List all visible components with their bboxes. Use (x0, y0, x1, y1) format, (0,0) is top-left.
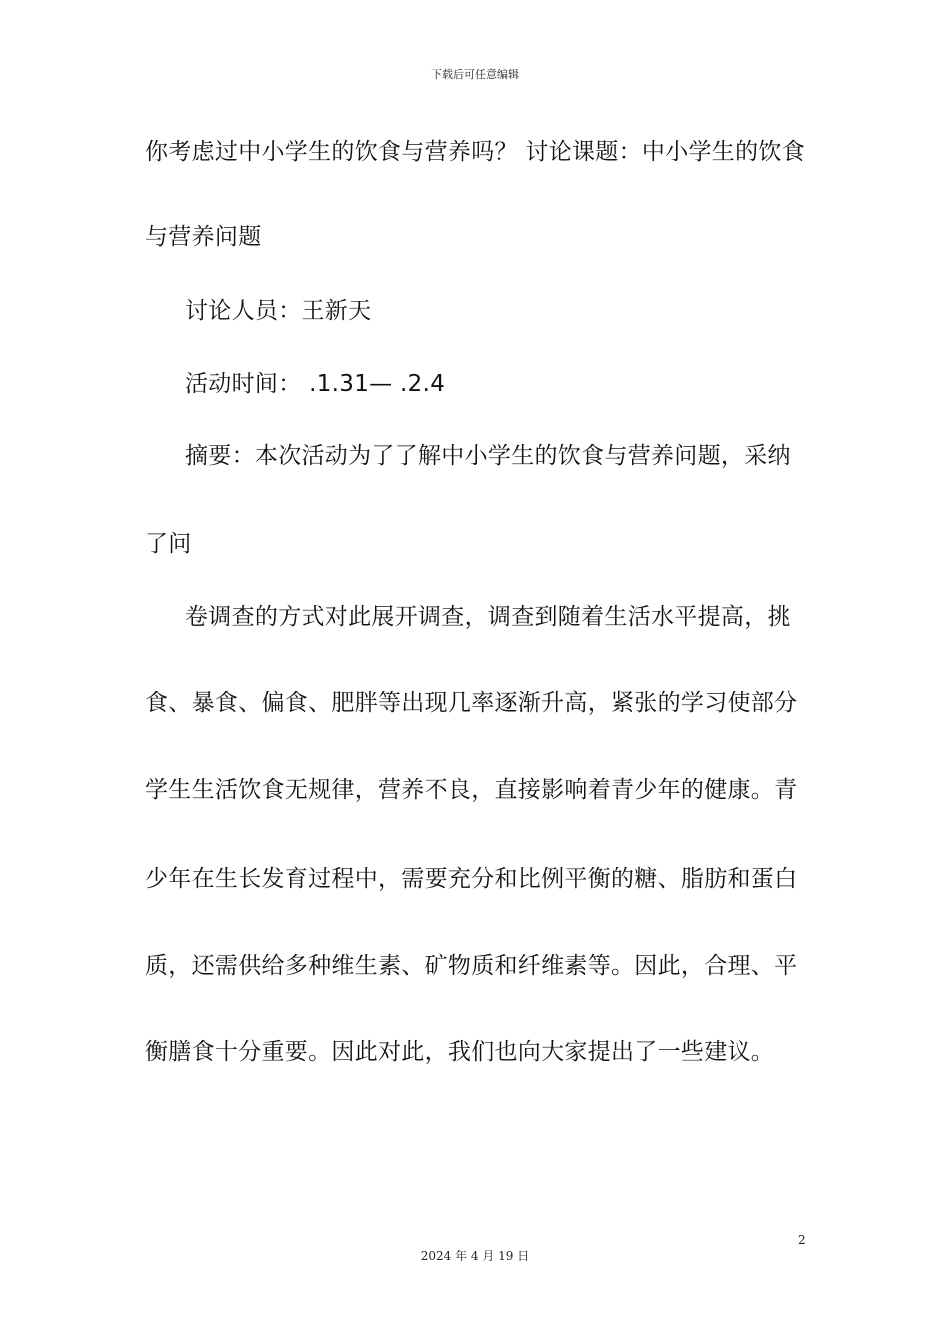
text-line-paragraph-4: 少年在生长发育过程中，需要充分和比例平衡的糖、脂肪和蛋白 (145, 866, 798, 892)
text-line-paragraph-3: 学生生活饮食无规律，营养不良，直接影响着青少年的健康。青 (145, 777, 798, 803)
text-line-title-1: 你考虑过中小学生的饮食与营养吗？ 讨论课题：中小学生的饮食 (145, 139, 806, 165)
page-header: 下载后可任意编辑 (431, 68, 519, 81)
text-line-abstract: 摘要：本次活动为了了解中小学生的饮食与营养问题，采纳 (185, 443, 791, 469)
text-line-paragraph-1: 卷调查的方式对此展开调查，调查到随着生活水平提高，挑 (185, 604, 791, 630)
text-line-title-2: 与营养问题 (145, 224, 262, 250)
text-line-paragraph-2: 食、暴食、偏食、肥胖等出现几率逐渐升高，紧张的学习使部分 (145, 690, 798, 716)
page-footer-date: 2024 年 4 月 19 日 (420, 1249, 530, 1263)
page-number: 2 (798, 1233, 806, 1247)
text-line-paragraph-5: 质，还需供给多种维生素、矿物质和纤维素等。因此，合理、平 (145, 953, 798, 979)
text-line-abstract-cont: 了问 (145, 531, 192, 557)
text-line-paragraph-6: 衡膳食十分重要。因此对此，我们也向大家提出了一些建议。 (145, 1039, 775, 1065)
text-line-activity-time: 活动时间： .1.31— .2.4 (185, 371, 446, 397)
text-line-participants: 讨论人员：王新天 (185, 298, 372, 324)
